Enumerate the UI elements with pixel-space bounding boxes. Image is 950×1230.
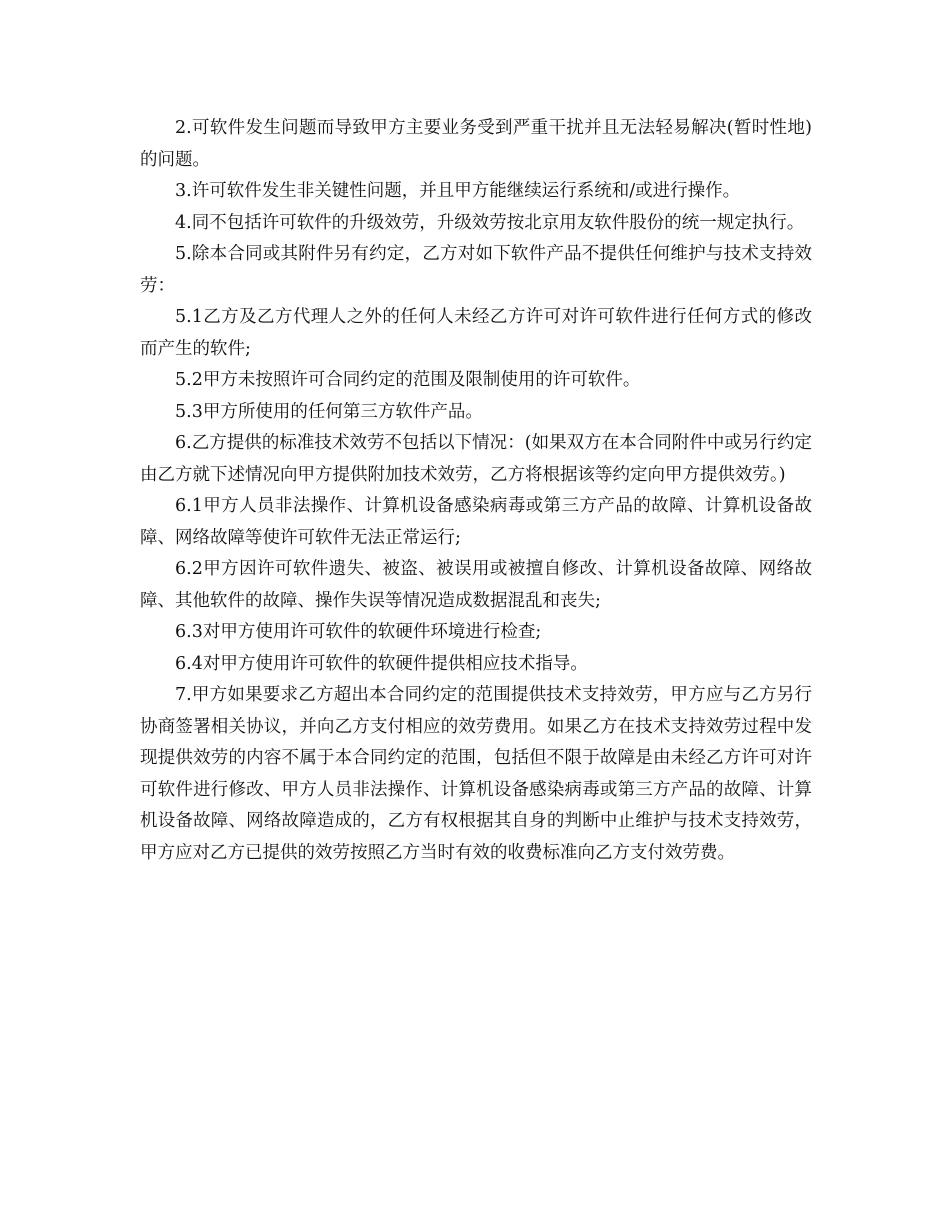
paragraph-2-critical-issue: 2.可软件发生问题而导致甲方主要业务受到严重干扰并且无法轻易解决(暂时性地)的问题。 xyxy=(140,118,812,170)
paragraph-5-1: 5.1乙方及乙方代理人之外的任何人未经乙方许可对许可软件进行任何方式的修改而产生的软件; xyxy=(140,307,812,359)
paragraph-6-4: 6.4对甲方使用许可软件的软硬件提供相应技术指导。 xyxy=(175,653,588,674)
document-body xyxy=(140,113,812,869)
paragraph-6-3: 6.3对甲方使用许可软件的软硬件环境进行检查; xyxy=(175,622,542,642)
paragraph-5-2: 5.2甲方未按照许可合同约定的范围及限制使用的许可软件。 xyxy=(175,370,641,390)
paragraph-5-exclusions: 5.除本合同或其附件另有约定，乙方对如下软件产品不提供任何维护与技术支持效劳： xyxy=(140,244,812,296)
paragraph-6-1: 6.1甲方人员非法操作、计算机设备感染病毒或第三方产品的故障、计算机设备故障、网络故障等使许可软件无法正常运行; xyxy=(140,496,812,548)
paragraph-6-standard-service: 6.乙方提供的标准技术效劳不包括以下情况：(如果双方在本合同附件中或另行约定由乙方就下述情况向甲方提供附加技术效劳，乙方将根据该等约定向甲方提供效劳。) xyxy=(140,433,812,485)
paragraph-6-2: 6.2甲方因许可软件遗失、被盗、被误用或被擅自修改、计算机设备故障、网络故障、其他软件的故障、操作失误等情况造成数据混乱和丧失; xyxy=(140,559,812,611)
paragraph-3-noncritical-issue: 3.许可软件发生非关键性问题，并且甲方能继续运行系统和/或进行操作。 xyxy=(175,181,741,201)
paragraph-5-3: 5.3甲方所使用的任何第三方软件产品。 xyxy=(175,401,483,422)
paragraph-7-additional-service: 7.甲方如果要求乙方超出本合同约定的范围提供技术支持效劳，甲方应与乙方另行协商签署相关协议，并向乙方支付相应的效劳费用。如果乙方在技术支持效劳过程中发现提供效劳的内容不属于本合同约定的范围，包括但不限于故障是由未经乙方许可对许可软件进行修改、甲方人员非法操作、计算机设备感染病毒或第三方产品的故障、计算机设备故障、网络故障造成的，乙方有权根据其自身的判断中止维护与技术支持效劳，甲方应对乙方已提供的效劳按照乙方当时有效的收费标准向乙方支付效劳费。 xyxy=(140,685,812,863)
paragraph-4-upgrade-service: 4.同不包括许可软件的升级效劳，升级效劳按北京用友软件股份的统一规定执行。 xyxy=(175,212,805,233)
